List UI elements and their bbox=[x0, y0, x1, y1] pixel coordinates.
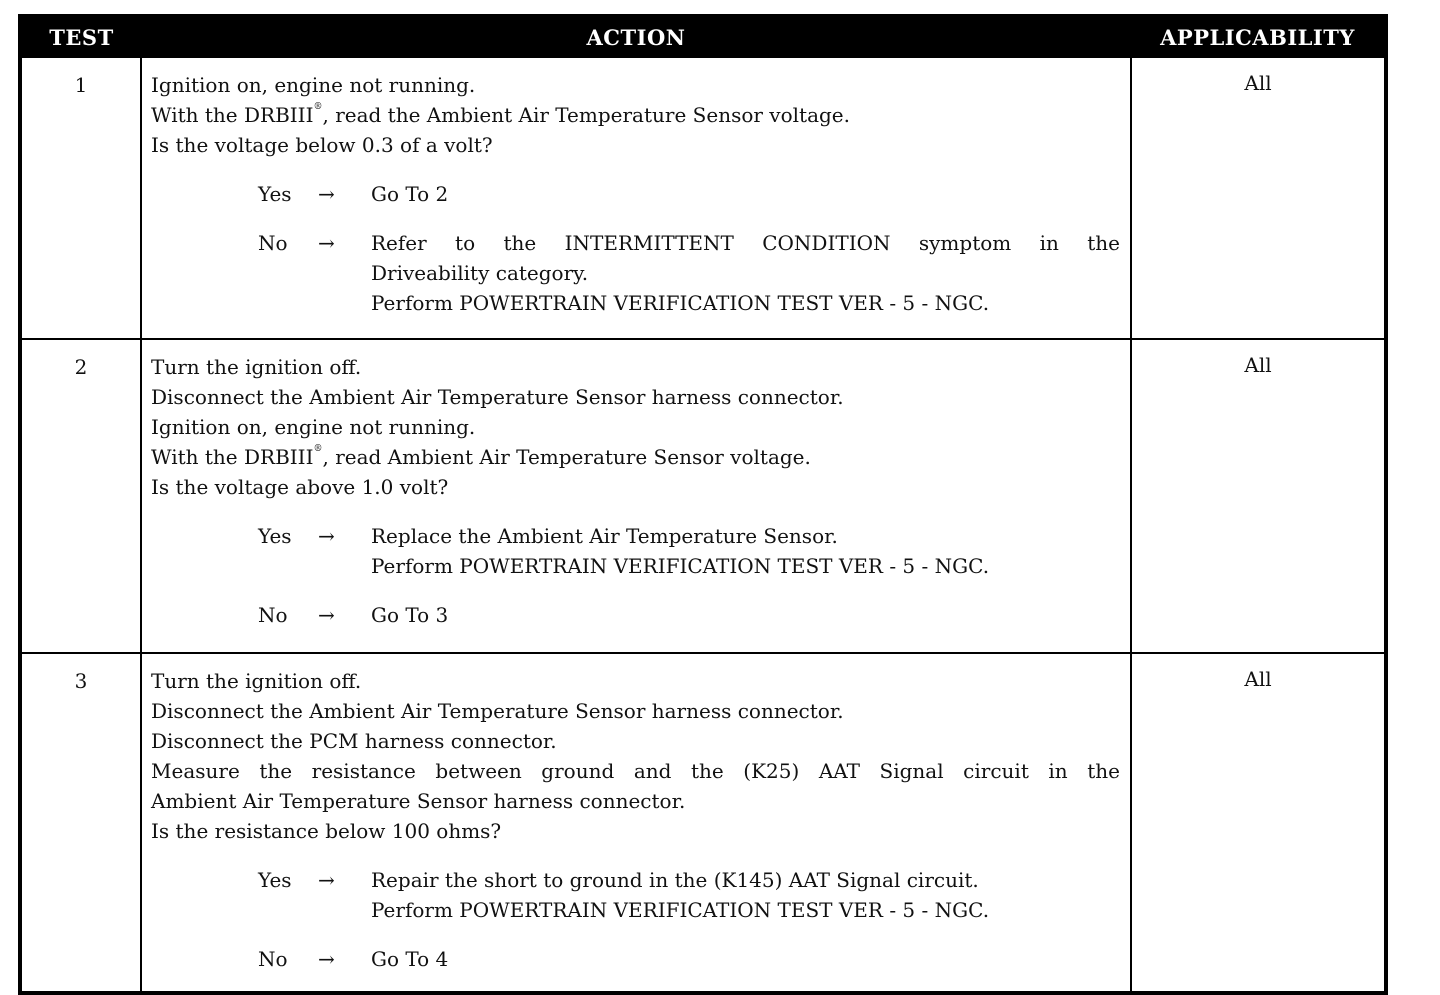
answer-label: Yes bbox=[258, 524, 292, 548]
action-question: Is the resistance below 100 ohms? bbox=[151, 819, 502, 843]
action-step: Ambient Air Temperature Sensor harness connector. bbox=[151, 789, 686, 813]
result-yes bbox=[258, 865, 1120, 925]
action-question: Is the voltage below 0.3 of a volt? bbox=[151, 133, 493, 157]
action-step-part: With the DRBIII bbox=[151, 103, 314, 127]
arrow-icon: → bbox=[318, 868, 335, 892]
result-outcome bbox=[371, 179, 1120, 209]
table-header-row bbox=[20, 16, 1386, 57]
result-yes bbox=[258, 179, 1120, 209]
result-no bbox=[258, 228, 1120, 318]
registered-mark: ® bbox=[313, 444, 323, 454]
diagnostic-table bbox=[18, 14, 1388, 995]
arrow-icon: → bbox=[318, 524, 335, 548]
action-step: Ignition on, engine not running. bbox=[151, 73, 476, 97]
test-number: 3 bbox=[20, 653, 141, 993]
action-question: Is the voltage above 1.0 volt? bbox=[151, 475, 449, 499]
header-applicability: APPLICABILITY bbox=[1131, 16, 1386, 57]
answer-label: No bbox=[258, 231, 288, 255]
result-outcome bbox=[371, 600, 1120, 630]
action-step: Measure the resistance between ground and the (K25) AAT Signal circuit in the bbox=[151, 759, 1120, 783]
applicability-value: All bbox=[1131, 57, 1386, 339]
outcome-line: Go To 3 bbox=[371, 603, 449, 627]
answer-label: Yes bbox=[258, 182, 292, 206]
result-outcome bbox=[371, 521, 1120, 581]
test-row-2 bbox=[20, 339, 1386, 653]
result-outcome bbox=[371, 865, 1120, 925]
outcome-line: Replace the Ambient Air Temperature Sensor. bbox=[371, 524, 838, 548]
arrow-icon: → bbox=[318, 182, 335, 206]
answer-label: No bbox=[258, 947, 288, 971]
test-row-3 bbox=[20, 653, 1386, 993]
result-yes bbox=[258, 521, 1120, 581]
outcome-line: Perform POWERTRAIN VERIFICATION TEST VER - 5 - NGC. bbox=[371, 291, 990, 315]
outcome-line: Perform POWERTRAIN VERIFICATION TEST VER - 5 - NGC. bbox=[371, 898, 990, 922]
test-number: 2 bbox=[20, 339, 141, 653]
header-test: TEST bbox=[20, 16, 141, 57]
outcome-line: Repair the short to ground in the (K145) AAT Signal circuit. bbox=[371, 868, 979, 892]
result-outcome bbox=[371, 228, 1120, 318]
outcome-line: Refer to the INTERMITTENT CONDITION symptom in the bbox=[371, 231, 1120, 255]
action-step: Turn the ignition off. bbox=[151, 355, 362, 379]
test-row-1 bbox=[20, 57, 1386, 339]
arrow-icon: → bbox=[318, 231, 335, 255]
test-number: 1 bbox=[20, 57, 141, 339]
action-step bbox=[151, 442, 1120, 472]
result-no bbox=[258, 600, 1120, 630]
answer-label: No bbox=[258, 603, 288, 627]
answer-label: Yes bbox=[258, 868, 292, 892]
result-outcome bbox=[371, 944, 1120, 974]
arrow-icon: → bbox=[318, 603, 335, 627]
action-step-part: , read the Ambient Air Temperature Sensor voltage. bbox=[322, 103, 850, 127]
action-step: Turn the ignition off. bbox=[151, 669, 362, 693]
action-step: Disconnect the Ambient Air Temperature Sensor harness connector. bbox=[151, 385, 844, 409]
outcome-line: Driveability category. bbox=[371, 261, 589, 285]
action-cell bbox=[141, 653, 1131, 993]
action-step bbox=[151, 100, 1120, 130]
outcome-line: Go To 4 bbox=[371, 947, 449, 971]
applicability-value: All bbox=[1131, 653, 1386, 993]
header-action: ACTION bbox=[141, 16, 1131, 57]
action-step-part: , read Ambient Air Temperature Sensor voltage. bbox=[322, 445, 811, 469]
arrow-icon: → bbox=[318, 947, 335, 971]
action-step-part: With the DRBIII bbox=[151, 445, 314, 469]
action-step: Disconnect the PCM harness connector. bbox=[151, 729, 557, 753]
action-cell bbox=[141, 57, 1131, 339]
action-step: Disconnect the Ambient Air Temperature Sensor harness connector. bbox=[151, 699, 844, 723]
action-cell bbox=[141, 339, 1131, 653]
applicability-value: All bbox=[1131, 339, 1386, 653]
registered-mark: ® bbox=[313, 102, 323, 112]
outcome-line: Go To 2 bbox=[371, 182, 449, 206]
result-no bbox=[258, 944, 1120, 974]
outcome-line: Perform POWERTRAIN VERIFICATION TEST VER - 5 - NGC. bbox=[371, 554, 990, 578]
action-step: Ignition on, engine not running. bbox=[151, 415, 476, 439]
